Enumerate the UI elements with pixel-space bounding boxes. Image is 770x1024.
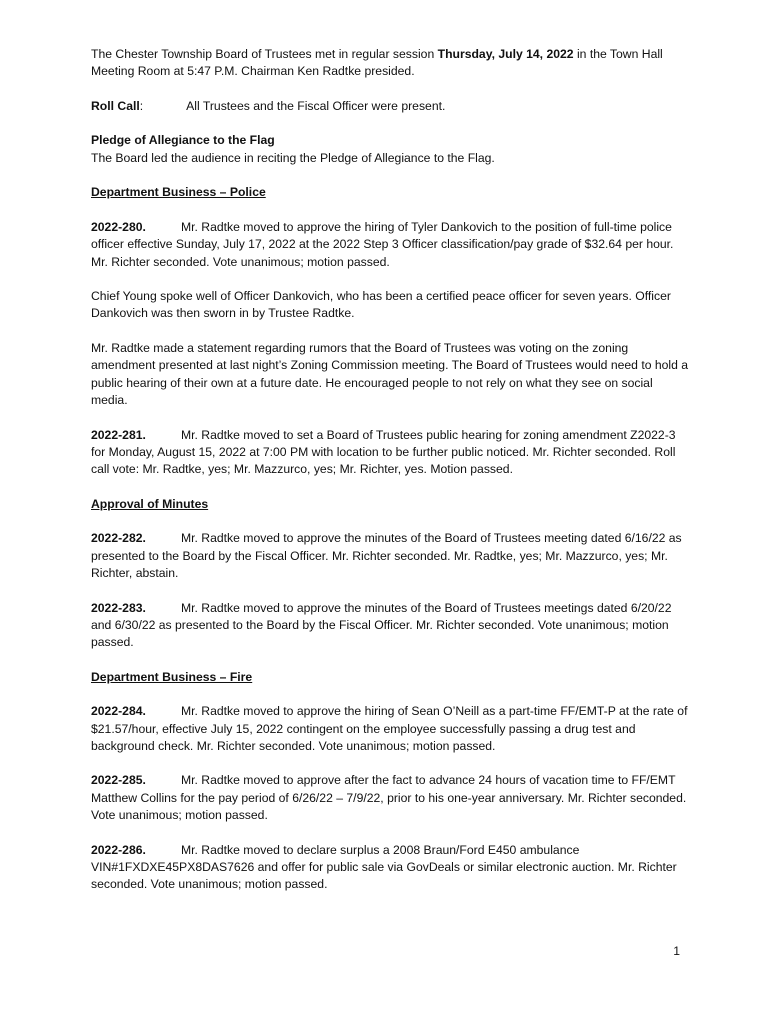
resolution-text: Mr. Radtke moved to approve the hiring of Sean O’Neill as a part-time FF/EMT-P at the rate of $21.57/hour, effective July 15, 2022 contingent on the employee successfully passing a drug test and background check. Mr. Richter seconded. Vote unanimous; motion passed. [91,704,688,753]
intro-paragraph [91,46,691,81]
resolution-text: Mr. Radtke moved to approve the minutes of the Board of Trustees meetings dated 6/20/22 and 6/30/22 as presented to the Board by the Fiscal Officer. Mr. Richter seconded. Vote unanimous; motion passed. [91,600,672,650]
resolution-2022-281 [91,427,691,479]
resolution-text: Mr. Radtke moved to declare surplus a 2008 Braun/Ford E450 ambulance VIN#1FXDXE45PX8DAS7626 and offer for public sale via GovDeals or similar electronic auction. Mr. Richter seconded. Vote unanimous; motion passed. [91,842,677,892]
roll-call-colon: : [139,98,144,113]
section-heading-minutes: Approval of Minutes [91,496,209,511]
intro-text: The Chester Township Board of Trustees met in regular session [91,47,438,61]
resolution-number: 2022-283. [91,600,146,615]
resolution-number: 2022-281. [91,427,146,442]
resolution-2022-286 [91,842,691,894]
pledge-section [91,132,691,167]
roll-call-label: Roll Call [91,98,140,113]
resolution-number: 2022-282. [91,531,146,546]
section-heading-police: Department Business – Police [91,185,266,200]
minutes-body [91,46,691,911]
resolution-text: Mr. Radtke moved to approve the hiring of Tyler Dankovich to the position of full-time police officer effective Sunday, July 17, 2022 at the 2022 Step 3 Officer classification/pay grade of $32.64 per hour. Mr. Richter seconded. Vote unanimous; motion passed. [91,219,674,269]
resolution-2022-285 [91,772,691,824]
section-heading-fire: Department Business – Fire [91,669,253,684]
meeting-date: Thursday, July 14, 2022 [437,47,574,61]
resolution-number: 2022-284. [91,704,146,719]
roll-call-text: All Trustees and the Fiscal Officer were present. [186,98,446,113]
resolution-text: Mr. Radtke moved to approve after the fact to advance 24 hours of vacation time to FF/EMT Matthew Collins for the pay period of 6/26/22 – 7/9/22, prior to his one-year anniversary. Mr. Richter seconded. Vote unanimous; motion passed. [91,773,687,823]
resolution-2022-284 [91,703,691,755]
resolution-number: 2022-285. [91,773,146,788]
resolution-text: Mr. Radtke moved to approve the minutes of the Board of Trustees meeting dated 6/16/22 as presented to the Board by the Fiscal Officer. Mr. Richter seconded. Mr. Radtke, yes; Mr. Mazzurco, yes; Mr. Richter, abstain. [91,531,682,580]
roll-call-paragraph [91,98,691,115]
resolution-number: 2022-280. [91,219,146,234]
page-number: 1 [673,944,680,958]
resolution-2022-282 [91,530,691,582]
resolution-2022-283 [91,600,691,652]
resolution-number: 2022-286. [91,842,146,857]
resolution-2022-280 [91,219,691,271]
resolution-text: Mr. Radtke moved to set a Board of Trustees public hearing for zoning amendment Z2022-3 for Monday, August 15, 2022 at 7:00 PM with location to be further public noticed. Mr. Richter seconded. Roll call vote: Mr. Radtke, yes; Mr. Mazzurco, yes; Mr. Richter, yes. Motion passed. [91,427,676,477]
pledge-heading: Pledge of Allegiance to the Flag [91,133,275,148]
radtke-statement-paragraph: Mr. Radtke made a statement regarding rumors that the Board of Trustees was voting on the zoning amendment presented at last night’s Zoning Commission meeting. The Board of Trustees would need to hold a public hearing of their own at a future date. He encouraged people to not rely on what they see on social media. [91,341,689,407]
intro-text-continued: in the Town Hall Meeting Room at 5:47 P.M. Chairman Ken Radtke presided. [91,47,663,79]
chief-statement-paragraph: Chief Young spoke well of Officer Dankovich, who has been a certified peace officer for seven years. Officer Dankovich was then sworn in by Trustee Radtke. [91,289,671,321]
pledge-text: The Board led the audience in reciting the Pledge of Allegiance to the Flag. [91,150,495,165]
